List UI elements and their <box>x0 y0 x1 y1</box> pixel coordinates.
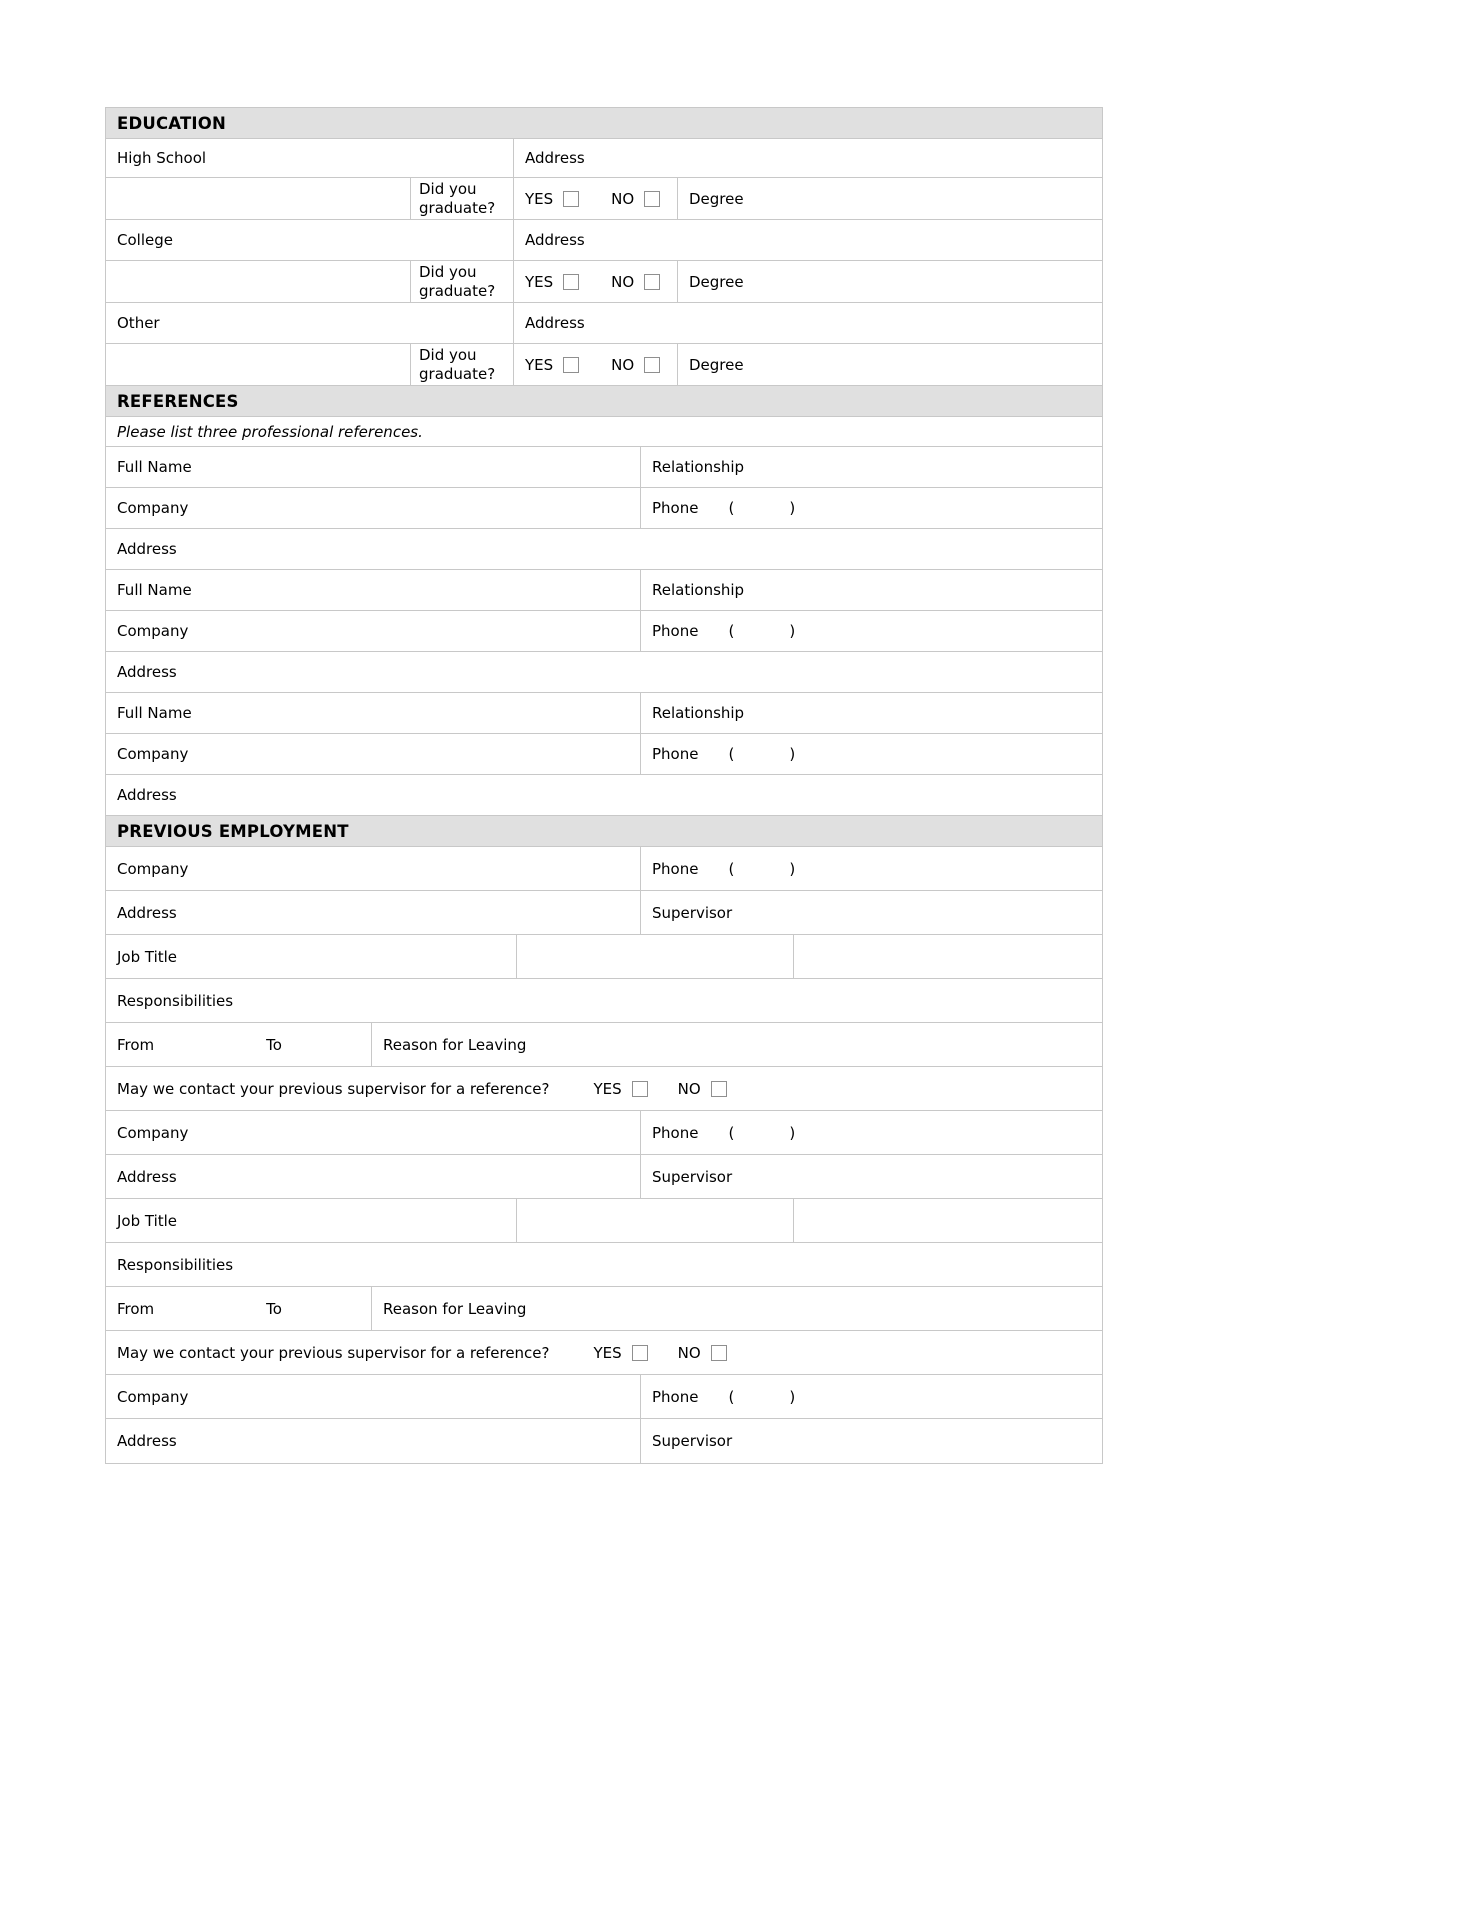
reference-address-row <box>106 529 1102 570</box>
full-name-label: Full Name <box>117 581 192 599</box>
no-label: NO <box>611 355 635 374</box>
yes-checkbox[interactable] <box>632 1345 648 1361</box>
relationship-label: Relationship <box>652 458 745 476</box>
phone-field[interactable] <box>641 488 1102 528</box>
graduate-question-label: Did you graduate? <box>419 179 496 217</box>
education-graduate-row <box>106 178 1102 220</box>
employment-company-row <box>106 1111 1102 1155</box>
reference-company-row <box>106 734 1102 775</box>
yes-label: YES <box>525 272 554 291</box>
address-label: Address <box>117 1167 177 1186</box>
supervisor-label: Supervisor <box>652 1167 733 1186</box>
phone-field[interactable] <box>641 1375 1102 1418</box>
reference-name-row <box>106 447 1102 488</box>
phone-open-paren: ( <box>728 859 735 878</box>
employment-header-row <box>106 816 1102 847</box>
employment-contact-row <box>106 1331 1102 1375</box>
job-title-label: Job Title <box>117 947 178 966</box>
graduate-question-label: Did you graduate? <box>419 345 496 383</box>
references-header-row <box>106 386 1102 417</box>
no-checkbox[interactable] <box>711 1345 727 1361</box>
relationship-field[interactable] <box>641 570 1102 610</box>
job-title-field[interactable] <box>106 1199 517 1242</box>
graduate-question-label: Did you graduate? <box>419 262 496 300</box>
high-school-blank-field[interactable] <box>106 178 411 219</box>
to-label: To <box>266 1035 282 1054</box>
no-label: NO <box>677 1079 701 1098</box>
degree-label: Degree <box>689 355 744 374</box>
contact-question-label: May we contact your previous supervisor for a reference? <box>117 1079 550 1098</box>
no-checkbox[interactable] <box>644 191 660 207</box>
responsibilities-label: Responsibilities <box>117 1255 234 1274</box>
to-label: To <box>266 1299 282 1318</box>
phone-open-paren: ( <box>728 499 735 517</box>
yes-checkbox[interactable] <box>563 357 579 373</box>
blank-field[interactable] <box>794 1199 1102 1242</box>
reason-for-leaving-field[interactable] <box>372 1023 1102 1066</box>
graduate-options-cell <box>514 344 678 385</box>
no-checkbox[interactable] <box>644 274 660 290</box>
from-label: From <box>117 1299 155 1318</box>
phone-close-paren: ) <box>789 859 796 878</box>
company-field[interactable] <box>106 1375 641 1418</box>
reason-for-leaving-label: Reason for Leaving <box>383 1035 527 1054</box>
yes-checkbox[interactable] <box>563 274 579 290</box>
phone-label: Phone <box>652 1387 699 1406</box>
education-section <box>106 108 1102 386</box>
supervisor-label: Supervisor <box>652 903 733 922</box>
employment-jobtitle-row <box>106 1199 1102 1243</box>
phone-open-paren: ( <box>728 745 735 763</box>
employment-address-row <box>106 1419 1102 1463</box>
full-name-field[interactable] <box>106 693 641 733</box>
graduate-options-cell <box>514 261 678 302</box>
employment-contact-row <box>106 1067 1102 1111</box>
relationship-label: Relationship <box>652 581 745 599</box>
application-form-table <box>105 107 1103 1464</box>
other-label: Other <box>117 314 160 332</box>
reference-company-row <box>106 488 1102 529</box>
phone-field[interactable] <box>641 734 1102 774</box>
phone-close-paren: ) <box>789 622 796 640</box>
reference-name-row <box>106 693 1102 734</box>
full-name-field[interactable] <box>106 570 641 610</box>
education-section-title: EDUCATION <box>117 113 226 133</box>
no-checkbox[interactable] <box>711 1081 727 1097</box>
phone-close-paren: ) <box>789 1123 796 1142</box>
reference-name-row <box>106 570 1102 611</box>
job-title-label: Job Title <box>117 1211 178 1230</box>
phone-field[interactable] <box>641 1111 1102 1154</box>
address-field[interactable] <box>106 1419 641 1463</box>
employment-company-row <box>106 847 1102 891</box>
full-name-label: Full Name <box>117 458 192 476</box>
education-institution-row <box>106 220 1102 261</box>
phone-label: Phone <box>652 745 699 763</box>
contact-question-label: May we contact your previous supervisor for a reference? <box>117 1343 550 1362</box>
company-label: Company <box>117 499 189 517</box>
phone-close-paren: ) <box>789 499 796 517</box>
phone-field[interactable] <box>641 847 1102 890</box>
company-field[interactable] <box>106 611 641 651</box>
graduate-options-cell <box>514 178 678 219</box>
company-label: Company <box>117 859 189 878</box>
address-label: Address <box>117 540 177 558</box>
yes-label: YES <box>593 1079 622 1098</box>
other-address-field[interactable] <box>514 303 1102 343</box>
address-field[interactable] <box>106 1155 641 1198</box>
no-label: NO <box>611 189 635 208</box>
graduate-question-cell <box>411 344 514 385</box>
references-section-title: REFERENCES <box>117 391 239 411</box>
yes-checkbox[interactable] <box>563 191 579 207</box>
address-label: Address <box>525 149 585 167</box>
degree-label: Degree <box>689 272 744 291</box>
degree-field[interactable] <box>678 178 1102 219</box>
blank-field[interactable] <box>794 935 1102 978</box>
company-label: Company <box>117 1123 189 1142</box>
yes-label: YES <box>525 355 554 374</box>
employment-dates-row <box>106 1023 1102 1067</box>
education-institution-row <box>106 139 1102 178</box>
yes-label: YES <box>593 1343 622 1362</box>
reference-address-row <box>106 652 1102 693</box>
high-school-field[interactable] <box>106 139 514 177</box>
graduate-question-cell <box>411 261 514 302</box>
supervisor-field[interactable] <box>641 1419 1102 1463</box>
no-label: NO <box>677 1343 701 1362</box>
employment-jobtitle-row <box>106 935 1102 979</box>
responsibilities-label: Responsibilities <box>117 991 234 1010</box>
yes-checkbox[interactable] <box>632 1081 648 1097</box>
phone-field[interactable] <box>641 611 1102 651</box>
degree-field[interactable] <box>678 344 1102 385</box>
relationship-field[interactable] <box>641 447 1102 487</box>
graduate-question-cell <box>411 178 514 219</box>
company-field[interactable] <box>106 847 641 890</box>
from-label: From <box>117 1035 155 1054</box>
college-field[interactable] <box>106 220 514 260</box>
education-graduate-row <box>106 344 1102 386</box>
employment-responsibilities-row <box>106 979 1102 1023</box>
education-institution-row <box>106 303 1102 344</box>
supervisor-field[interactable] <box>641 1155 1102 1198</box>
employment-dates-row <box>106 1287 1102 1331</box>
previous-employment-section <box>106 816 1102 1463</box>
other-blank-field[interactable] <box>106 344 411 385</box>
address-label: Address <box>525 231 585 249</box>
contact-question-cell <box>106 1331 1102 1374</box>
references-section <box>106 386 1102 816</box>
blank-field[interactable] <box>517 1199 794 1242</box>
dates-field[interactable] <box>106 1287 372 1330</box>
company-field[interactable] <box>106 734 641 774</box>
full-name-field[interactable] <box>106 447 641 487</box>
phone-close-paren: ) <box>789 745 796 763</box>
company-label: Company <box>117 1387 189 1406</box>
relationship-label: Relationship <box>652 704 745 722</box>
full-name-label: Full Name <box>117 704 192 722</box>
college-address-field[interactable] <box>514 220 1102 260</box>
education-header-row <box>106 108 1102 139</box>
college-label: College <box>117 231 173 249</box>
address-label: Address <box>117 1432 177 1450</box>
relationship-field[interactable] <box>641 693 1102 733</box>
employment-address-row <box>106 1155 1102 1199</box>
responsibilities-field[interactable] <box>106 1243 1102 1286</box>
address-field[interactable] <box>106 529 1102 569</box>
company-label: Company <box>117 745 189 763</box>
employment-responsibilities-row <box>106 1243 1102 1287</box>
reference-address-row <box>106 775 1102 816</box>
degree-field[interactable] <box>678 261 1102 302</box>
education-graduate-row <box>106 261 1102 303</box>
responsibilities-field[interactable] <box>106 979 1102 1022</box>
address-label: Address <box>117 903 177 922</box>
phone-open-paren: ( <box>728 622 735 640</box>
other-school-field[interactable] <box>106 303 514 343</box>
company-field[interactable] <box>106 488 641 528</box>
employment-address-row <box>106 891 1102 935</box>
address-field[interactable] <box>106 652 1102 692</box>
employment-section-title: PREVIOUS EMPLOYMENT <box>117 821 349 841</box>
phone-close-paren: ) <box>789 1387 796 1406</box>
no-label: NO <box>611 272 635 291</box>
references-note-row <box>106 417 1102 447</box>
reason-for-leaving-label: Reason for Leaving <box>383 1299 527 1318</box>
blank-field[interactable] <box>517 935 794 978</box>
phone-label: Phone <box>652 859 699 878</box>
references-note-cell <box>106 417 1102 446</box>
yes-label: YES <box>525 189 554 208</box>
supervisor-field[interactable] <box>641 891 1102 934</box>
dates-field[interactable] <box>106 1023 372 1066</box>
address-field[interactable] <box>106 775 1102 815</box>
college-blank-field[interactable] <box>106 261 411 302</box>
high-school-label: High School <box>117 149 207 167</box>
degree-label: Degree <box>689 189 744 208</box>
no-checkbox[interactable] <box>644 357 660 373</box>
supervisor-label: Supervisor <box>652 1432 733 1450</box>
address-label: Address <box>117 663 177 681</box>
reason-for-leaving-field[interactable] <box>372 1287 1102 1330</box>
references-note: Please list three professional references. <box>117 422 423 441</box>
reference-company-row <box>106 611 1102 652</box>
company-label: Company <box>117 622 189 640</box>
phone-label: Phone <box>652 499 699 517</box>
address-field[interactable] <box>106 891 641 934</box>
address-label: Address <box>525 314 585 332</box>
phone-label: Phone <box>652 1123 699 1142</box>
address-label: Address <box>117 786 177 804</box>
employment-company-row <box>106 1375 1102 1419</box>
contact-question-cell <box>106 1067 1102 1110</box>
company-field[interactable] <box>106 1111 641 1154</box>
phone-open-paren: ( <box>728 1387 735 1406</box>
phone-open-paren: ( <box>728 1123 735 1142</box>
high-school-address-field[interactable] <box>514 139 1102 177</box>
phone-label: Phone <box>652 622 699 640</box>
job-title-field[interactable] <box>106 935 517 978</box>
